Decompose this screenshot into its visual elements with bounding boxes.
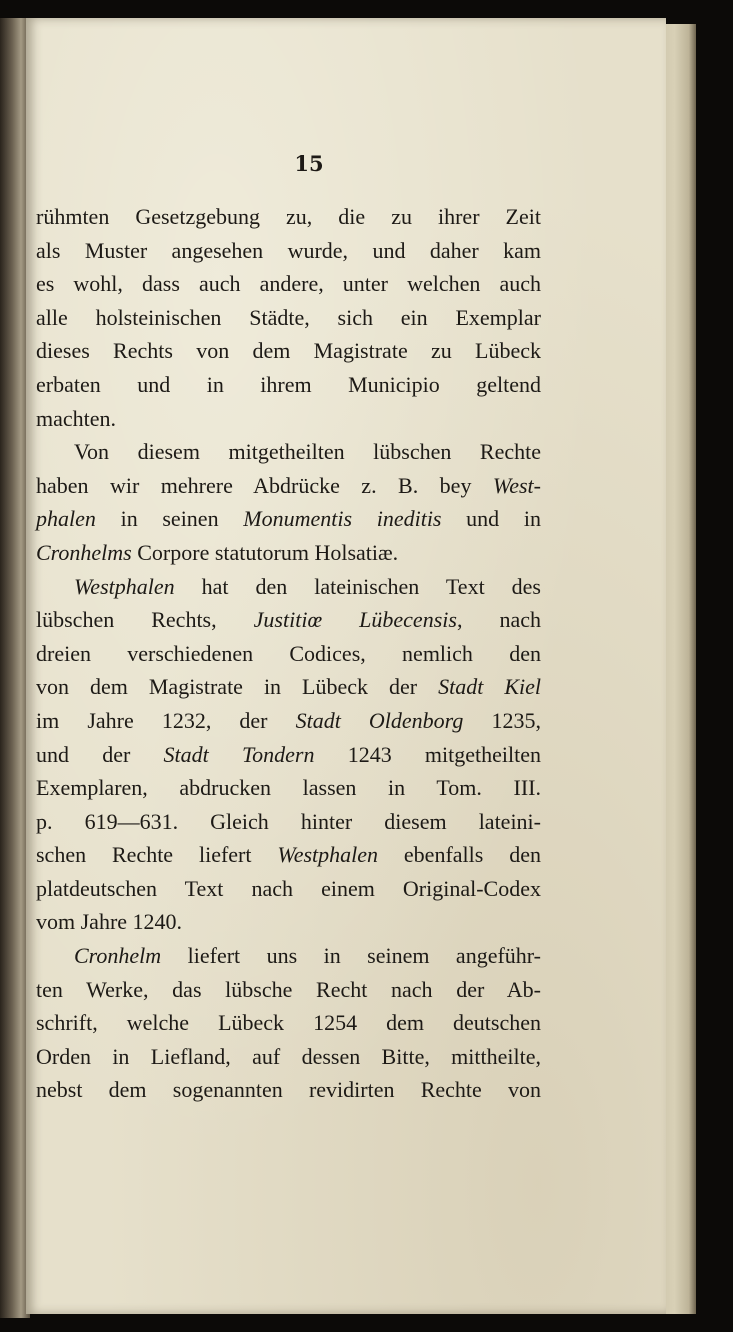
text-segment: Von diesem mitgetheilten lübschen Rechte [74, 439, 541, 465]
italic-text: phalen [36, 506, 96, 532]
text-line [36, 502, 541, 536]
text-segment: haben wir mehrere Abdrücke z. B. bey [36, 472, 493, 498]
text-line [36, 402, 541, 436]
text-line [36, 435, 541, 469]
text-segment: nebst dem sogenannten revidirten Rechte von [36, 1077, 541, 1103]
text-line [36, 872, 541, 906]
text-segment: es wohl, dass auch andere, unter welchen auch [36, 271, 541, 297]
text-line [36, 771, 541, 805]
italic-text: West- [492, 472, 541, 498]
italic-text: Justitiœ Lübecensis [253, 607, 457, 633]
italic-text: Stadt Kiel [438, 674, 541, 700]
text-line [36, 905, 541, 939]
text-segment: Exemplaren, abdrucken lassen in Tom. III. [36, 775, 541, 801]
text-segment: Orden in Liefland, auf dessen Bitte, mittheilte, [36, 1043, 541, 1069]
italic-text: Stadt Oldenborg [295, 707, 464, 733]
text-segment: , nach [456, 607, 542, 633]
text-segment: schrift, welche Lübeck 1254 dem deutschen [36, 1010, 541, 1036]
text-segment: dieses Rechts von dem Magistrate zu Lübeck [36, 338, 541, 364]
text-segment: und in [441, 506, 541, 532]
text-segment: schen Rechte liefert [36, 842, 278, 868]
body-text [36, 200, 541, 1107]
text-segment: erbaten und in ihrem Municipio geltend [36, 371, 541, 397]
text-line [36, 469, 541, 503]
italic-text: Cronhelms [36, 539, 132, 565]
italic-text: Monumentis ineditis [243, 506, 442, 532]
text-line [36, 267, 541, 301]
text-segment: Corpore statutorum Holsatiæ. [131, 539, 399, 565]
text-line [36, 368, 541, 402]
italic-text: Westphalen [277, 842, 379, 868]
text-line [36, 536, 541, 570]
text-line [36, 301, 541, 335]
text-line [36, 738, 541, 772]
text-segment: alle holsteinischen Städte, sich ein Exemplar [36, 304, 541, 330]
text-segment: p. 619—631. Gleich hinter diesem lateini- [36, 808, 541, 834]
italic-text: Stadt Tondern [163, 741, 315, 767]
text-segment: als Muster angesehen wurde, und daher kam [36, 237, 541, 263]
text-segment: liefert uns in seinem angeführ- [161, 943, 541, 969]
italic-text: Cronhelm [74, 943, 162, 969]
text-line [36, 805, 541, 839]
text-line [36, 670, 541, 704]
text-segment: in seinen [95, 506, 244, 532]
text-segment: dreien verschiedenen Codices, nemlich den [36, 640, 541, 666]
text-segment: machten. [36, 405, 117, 431]
page-number: 15 [294, 151, 324, 176]
text-segment: ebenfalls den [378, 842, 541, 868]
text-segment: 1235, [463, 707, 542, 733]
text-segment: lübschen Rechts, [36, 607, 254, 633]
text-line [36, 838, 541, 872]
text-segment: im Jahre 1232, der [36, 707, 296, 733]
text-segment: hat den lateinischen Text des [174, 573, 541, 599]
text-line [36, 570, 541, 604]
text-line [36, 234, 541, 268]
page-sheet [26, 18, 666, 1314]
text-line [36, 704, 541, 738]
text-segment: von dem Magistrate in Lübeck der [36, 674, 439, 700]
text-segment: und der [36, 741, 164, 767]
text-line [36, 603, 541, 637]
text-segment: platdeutschen Text nach einem Original-Codex [36, 875, 541, 901]
text-segment: 1243 mitgetheilten [314, 741, 541, 767]
text-line [36, 1040, 541, 1074]
text-line [36, 939, 541, 973]
text-segment: ten Werke, das lübsche Recht nach der Ab- [36, 976, 541, 1002]
text-line [36, 1006, 541, 1040]
text-line [36, 334, 541, 368]
text-line [36, 1073, 541, 1107]
text-line [36, 637, 541, 671]
text-line [36, 973, 541, 1007]
italic-text: Westphalen [74, 573, 175, 599]
text-segment: vom Jahre 1240. [36, 909, 183, 935]
text-line [36, 200, 541, 234]
text-segment: rühmten Gesetzgebung zu, die zu ihrer Zeit [36, 204, 541, 229]
